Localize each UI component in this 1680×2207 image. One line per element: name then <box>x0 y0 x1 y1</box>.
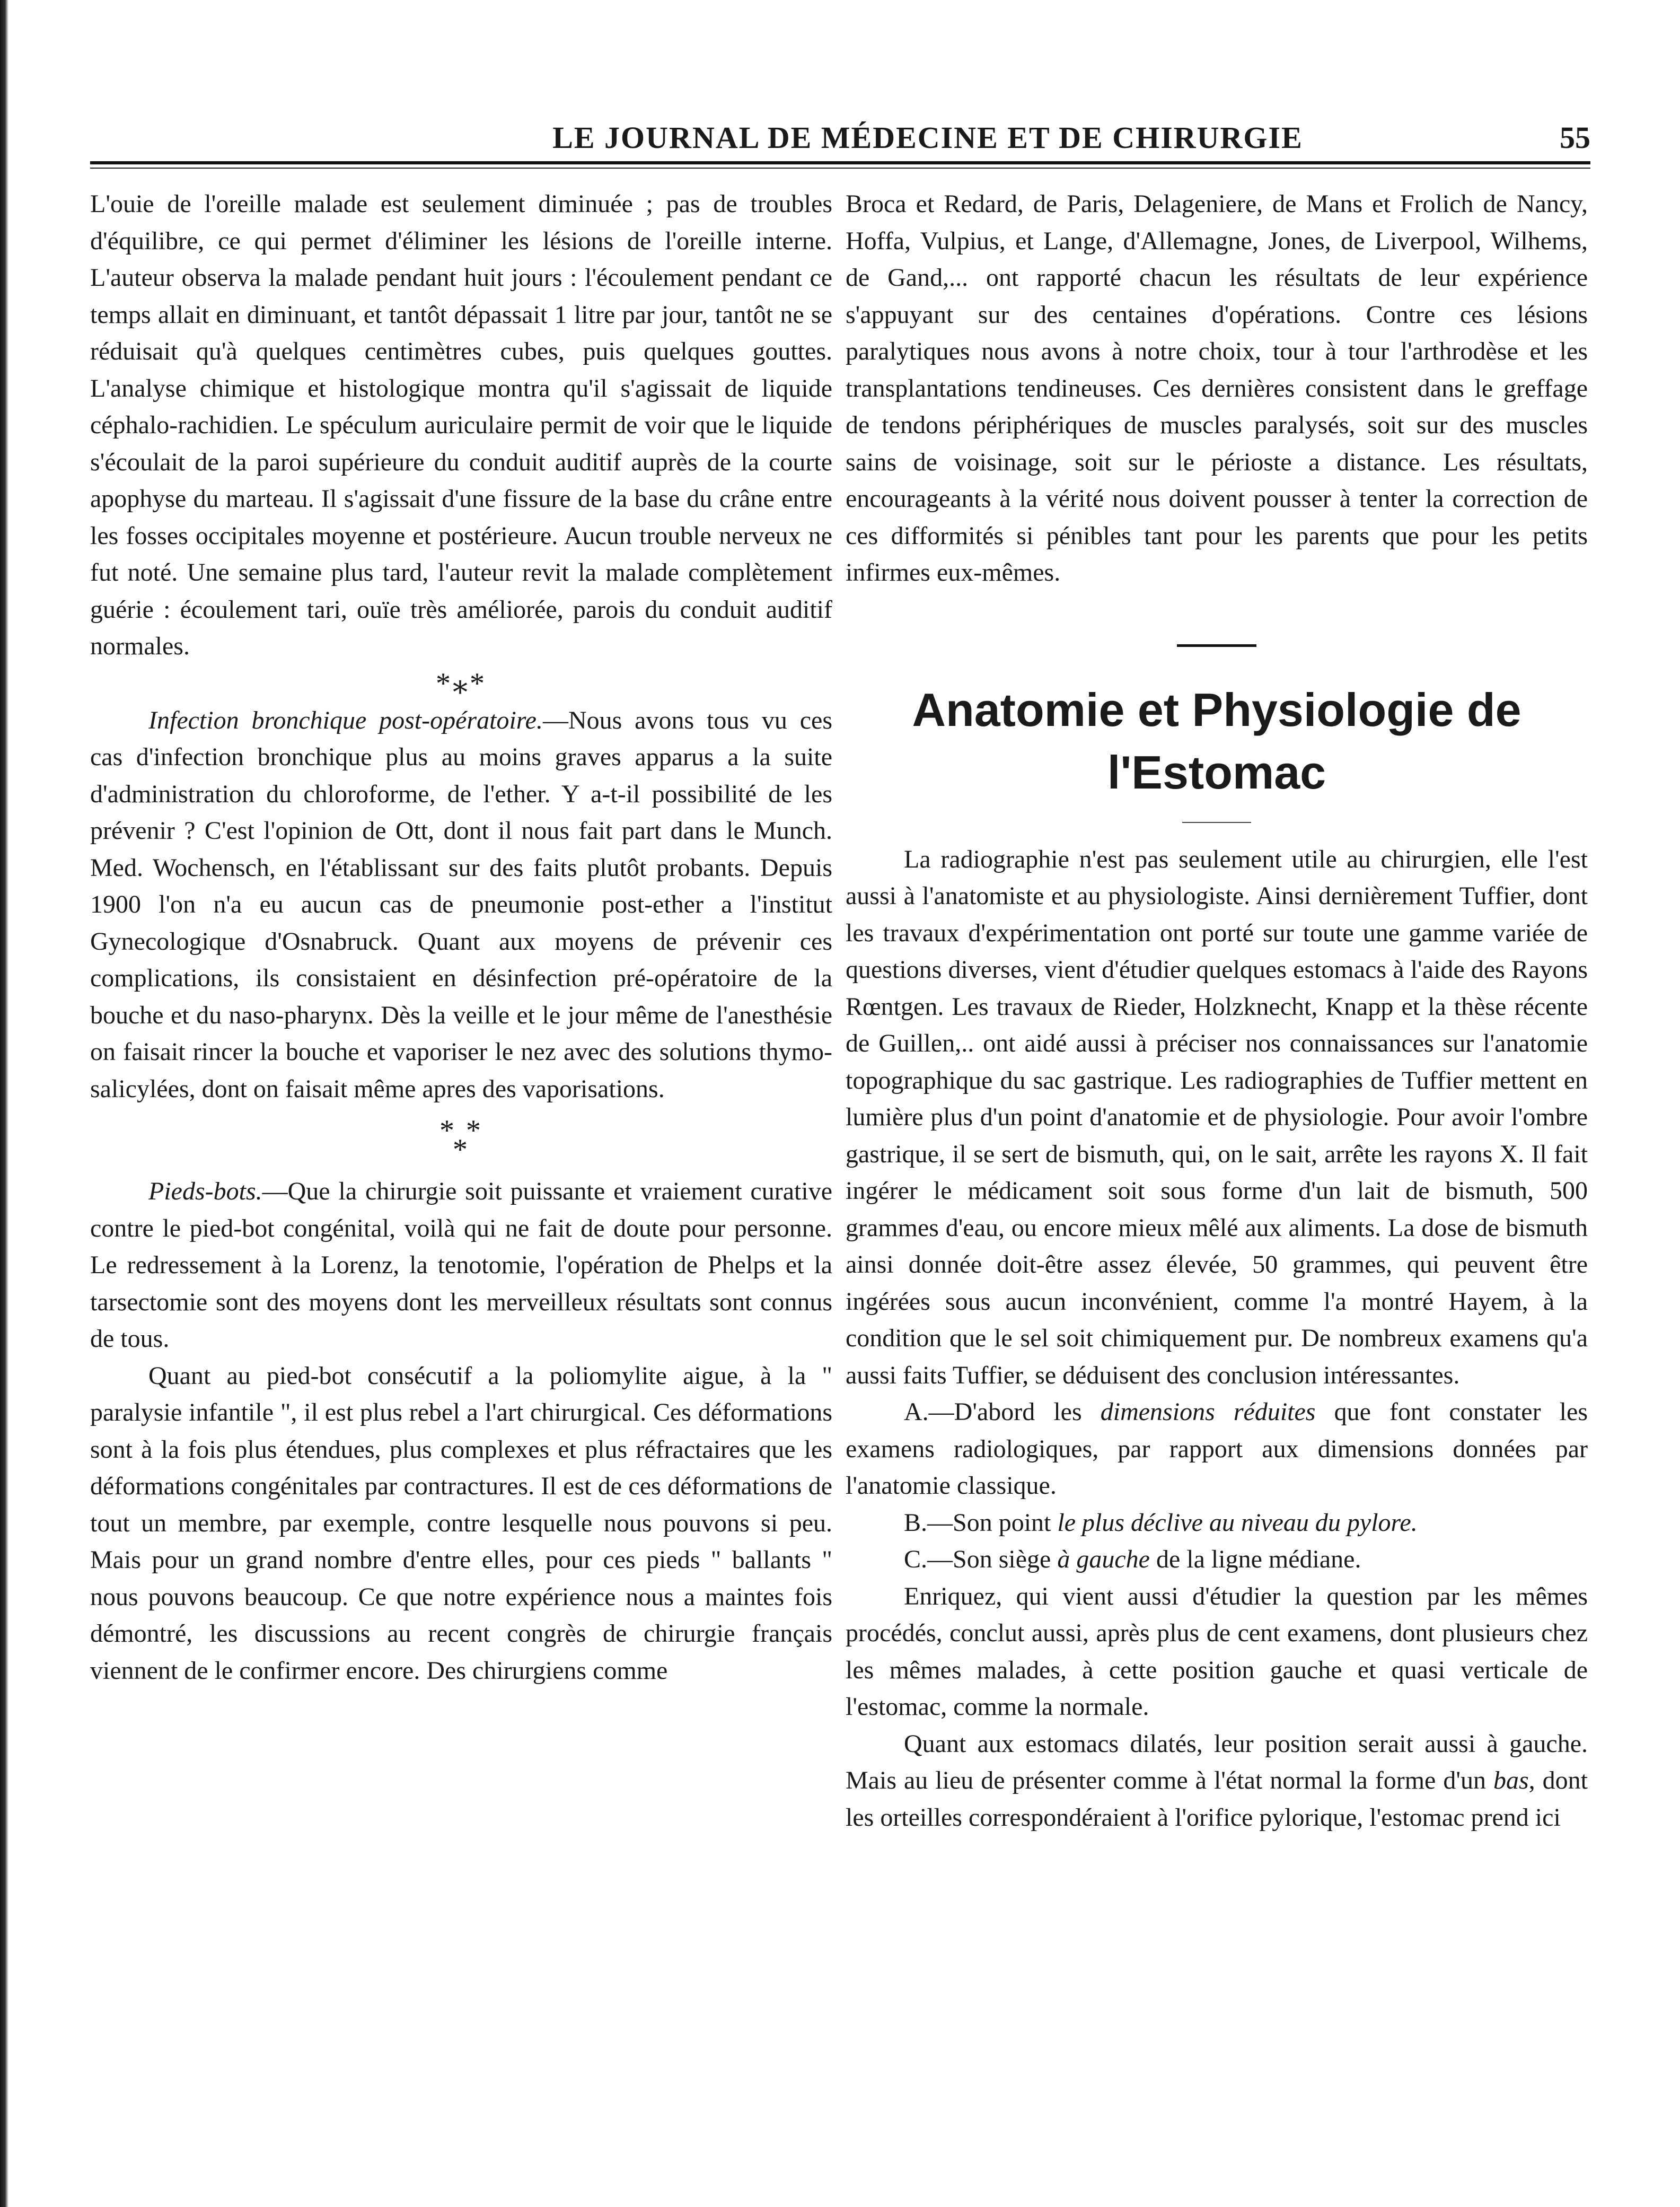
paragraph-otology-case: L'ouie de l'oreille malade est seulement diminuée ; pas de troubles d'équilibre, ce qui permet d'éliminer les lésions de l'oreille interne. L'auteur observa la malade pendant huit jours : l'écoulement pendant ce temps allait en diminuant, et tantôt dépassait 1 litre par jour, tantôt ne se réduisait qu'à quelques centimètres cubes, puis quelques gouttes. L'analyse chimique et histologique montra qu'il s'agissait de liquide céphalo-rachidien. Le spéculum auriculaire permit de voir que le liquide s'écoulait de la paroi supérieure du conduit auditif auprès de la courte apophyse du marteau. Il s'agissait d'une fissure de la base du crâne entre les fosses occipitales moyenne et postérieure. Aucun trouble nerveux ne fut noté. Une semaine plus tard, l'auteur revit la malade complètement guérie : écoulement tari, ouïe très améliorée, parois du conduit auditif normales. <box>90 190 832 660</box>
paragraph-dilated-stomach: Quant aux estomacs dilatés, leur position serait aussi à gauche. Mais au lieu de présenter comme à l'état normal la forme d'un bas, dont les orteilles correspondéraient à l'orifice pylorique, l'estomac prend ici <box>846 1729 1588 1832</box>
title-underline-rule <box>1182 822 1251 823</box>
clubfoot-text: —Que la chirurgie soit puissante et vraiement curative contre le pied-bot congénital, voilà qui ne fait de doute pour personne. Le redressement à la Lorenz, la tenotomie, l'opération de Phelps et la tarsectomie sont des moyens dont les merveilleux résultats sont connus de tous. <box>90 1177 832 1353</box>
article-separator-rule <box>1177 644 1256 647</box>
article-title-line-1: Anatomie et Physiologie de <box>912 683 1521 736</box>
article-body <box>846 841 1588 1836</box>
left-column <box>90 186 832 1689</box>
paragraph-paralytic-clubfoot: Quant au pied-bot consécutif a la poliomylite aigue, à la " paralysie infantile ", il est plus rebel a l'art chirurgical. Ces déformations sont à la fois plus étendues, plus complexes et plus réfractaires que les déformations congénitales par contractures. Il est de ces déformations de tout un membre, par exemple, contre lesquelle nous pouvons si peu. Mais pour un grand nombre d'entre elles, pour ces pieds " ballants " nous pouvons beaucoup. Ce que notre expérience nous a maintes fois démontré, les discussions au recent congrès de chirurgie français viennent de le confirmer encore. Des chirurgiens comme <box>90 1361 832 1685</box>
paragraph-clubfoot <box>90 1173 832 1358</box>
header-rule-thin <box>90 168 1590 169</box>
right-column <box>846 186 1588 1836</box>
paragraph-point-c: C.—Son siège à gauche de la ligne médiane. <box>904 1545 1361 1573</box>
section-heading-clubfoot: Pieds-bots. <box>148 1177 262 1205</box>
section-heading-bronchial-infection: Infection bronchique post-opératoire. <box>148 706 543 734</box>
running-header <box>90 120 1590 168</box>
section-divider-asterism: *⁎* <box>436 667 487 700</box>
paragraph-bronchial-infection <box>90 702 832 1108</box>
paragraph-surgeons-results: Broca et Redard, de Paris, Delageniere, de Mans et Frolich de Nancy, Hoffa, Vulpius, et Lange, d'Allemagne, Jones, de Liverpool, Wilhems, de Gand,... ont rapporté chacun les résultats de leur expérience s'appuyant sur des centaines d'opérations. Contre ces lésions paralytiques nous avons à notre choix, tour à tour l'arthrodèse et les transplantations tendineuses. Ces dernières consistent dans le greffage de tendons périphériques de muscles paralysés, soit sur des muscles sains de voisinage, soit sur le périoste a distance. Les résultats, encourageants à la vérité nous doivent pousser à tenter la correction de ces difformités si pénibles tant pour les parents que pour les petits infirmes eux-mêmes. <box>846 190 1588 586</box>
paragraph-enriquez: Enriquez, qui vient aussi d'étudier la question par les mêmes procédés, conclut aussi, après plus de cent examens, dont plusieurs chez les mêmes malades, à cette position gauche et quasi verticale de l'estomac, comme la normale. <box>846 1582 1588 1721</box>
paragraph-point-a: A.—D'abord les dimensions réduites que font constater les examens radiologiques, par rapport aux dimensions données par l'anatomie classique. <box>846 1398 1588 1500</box>
paragraph-radiography-intro: La radiographie n'est pas seulement utile au chirurgien, elle l'est aussi à l'anatomiste et au physiologiste. Ainsi dernièrement Tuffier, dont les travaux d'expérimentation ont porté sur toute une gamme variée de questions diverses, vient d'étudier quelques estomacs à l'aide des Rayons Rœntgen. Les travaux de Rieder, Holzknecht, Knapp et la thèse récente de Guillen,.. ont aidé aussi à préciser nos connaissances sur l'anatomie topographique du sac gastrique. Les radiographies de Tuffier mettent en lumière plus d'un point d'anatomie et de physiologie. Pour avoir l'ombre gastrique, il se sert de bismuth, qui, on le sait, arrête les rayons X. Il fait ingérer le médicament soit sous forme d'un lait de bismuth, 500 grammes d'eau, ou encore mieux mêlé aux aliments. La dose de bismuth ainsi donnée doit-être assez élevée, 50 grammes, qui peuvent être ingérées sous aucun inconvénient, comme l'a montré Hayem, à la condition que le sel soit chimiquement pur. De nombreux examens qu'a aussi faits Tuffier, se déduisent des conclusion intéressantes. <box>846 845 1588 1389</box>
journal-title: LE JOURNAL DE MÉDECINE ET DE CHIRURGIE <box>552 120 1303 155</box>
paragraph-point-b: B.—Son point le plus déclive au niveau du pylore. <box>904 1508 1418 1537</box>
section-divider-asterism-2: * * * <box>439 1114 483 1166</box>
header-rule-thick <box>90 161 1590 164</box>
article-title-line-2: l'Estomac <box>1107 746 1326 799</box>
page-number: 55 <box>1560 120 1590 155</box>
article-title <box>846 679 1588 804</box>
book-binding-edge <box>0 0 8 2207</box>
bronchial-infection-text: —Nous avons tous vu ces cas d'infection bronchique plus au moins graves apparus a la suite d'administration du chloroforme, de l'ether. Y a-t-il possibilité de les prévenir ? C'est l'opinion de Ott, dont il nous fait part dans le Munch. Med. Wochensch, en l'établissant sur des faits plutôt probants. Depuis 1900 l'on n'a eu aucun cas de pneumonie post-ether a l'institut Gynecologique d'Osnabruck. Quant aux moyens de prévenir ces complications, ils consistaient en désinfection pré-opératoire de la bouche et du naso-pharynx. Dès la veille et le jour même de l'anesthésie on faisait rincer la bouche et vaporiser le nez avec des solutions thymo-salicylées, dont on faisait même apres des vaporisations. <box>90 706 832 1103</box>
